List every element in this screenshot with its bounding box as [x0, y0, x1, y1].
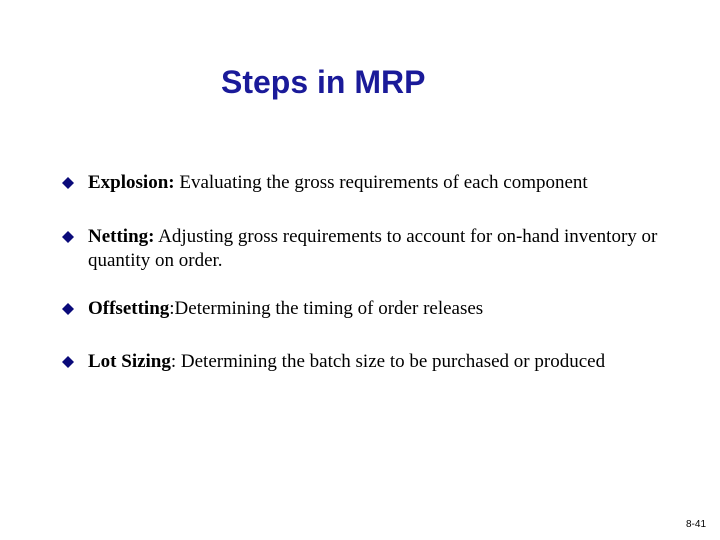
page-number: 8-41	[685, 519, 706, 530]
bullet-item-netting	[62, 225, 662, 273]
bullet-term: Netting:	[88, 226, 155, 247]
diamond-bullet-icon	[62, 231, 74, 243]
bullet-term: Explosion:	[88, 172, 175, 193]
bullet-text	[88, 350, 662, 374]
bullet-text	[88, 225, 662, 273]
bullet-description: : Determining the batch size to be purchased or produced	[170, 351, 606, 372]
diamond-bullet-icon	[62, 177, 74, 189]
bullet-text	[88, 297, 662, 321]
diamond-bullet-icon	[62, 303, 74, 315]
bullet-description: Adjusting gross requirements to account for on-hand inventory or quantity on order.	[88, 226, 658, 271]
bullet-term: Lot Sizing	[88, 351, 171, 372]
bullet-item-lot-sizing	[62, 350, 662, 374]
bullet-item-explosion	[62, 171, 662, 195]
slide-title: Steps in MRP	[221, 64, 426, 100]
diamond-bullet-icon	[62, 356, 74, 368]
bullet-description: :Determining the timing of order releases	[169, 298, 484, 319]
bullet-term: Offsetting	[88, 298, 170, 319]
bullet-description: Evaluating the gross requirements of each component	[174, 172, 588, 193]
bullet-item-offsetting	[62, 297, 662, 321]
bullet-text	[88, 171, 662, 195]
